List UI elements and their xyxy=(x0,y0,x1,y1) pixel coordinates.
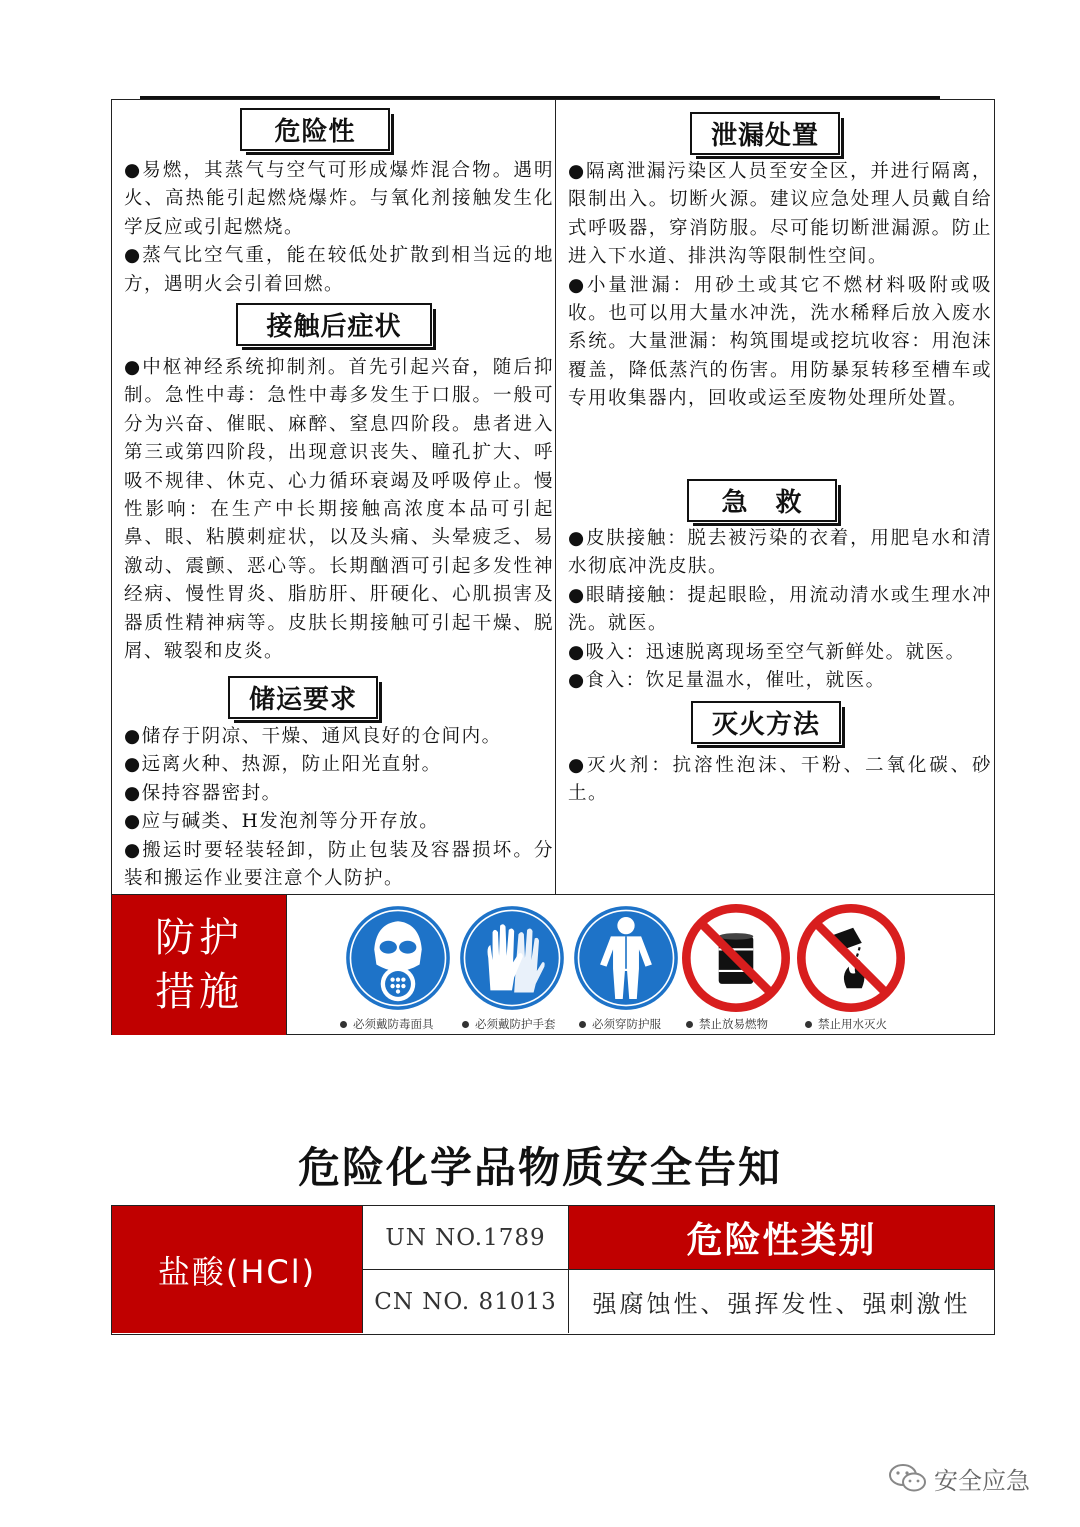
safety-card xyxy=(111,99,995,1035)
protective-suit-icon xyxy=(572,904,680,1012)
bullet-icon xyxy=(340,1021,347,1028)
leak-text xyxy=(568,158,992,414)
bullet-icon xyxy=(462,1021,469,1028)
firstaid-line: ●食入：饮足量温水，催吐，就医。 xyxy=(568,670,886,692)
substance-name: 盐酸(HCl) xyxy=(112,1206,363,1333)
storage-line: ●搬运时要轻装轻卸，防止包装及容器损坏。分装和搬运作业要注意个人防护。 xyxy=(124,839,554,890)
firstaid-title: 急 救 xyxy=(687,479,837,522)
no-water-extinguish-icon xyxy=(797,904,905,1012)
right-column xyxy=(557,100,994,894)
storage-title: 储运要求 xyxy=(228,676,378,719)
icon-caption: 禁止用水灭火 xyxy=(805,1016,887,1032)
left-column xyxy=(112,100,556,894)
firstaid-line: ●眼睛接触：提起眼睑，用流动清水或生理水冲洗。就医。 xyxy=(568,584,992,635)
storage-text xyxy=(124,723,554,893)
watermark-text: 安全应急 xyxy=(934,1466,1030,1495)
icon-caption: 必须戴防毒面具 xyxy=(340,1016,434,1032)
leak-line: ●小量泄漏：用砂土或其它不燃材料吸附或吸收。也可以用大量水冲洗，洗水稀释后放入废水系统。大量泄漏：构筑围堤或挖坑收容：用泡沫覆盖，降低蒸汽的伤害。用防暴泵转移至槽车或专用收集器内，回收或运至废物处理所处置。 xyxy=(568,274,992,410)
watermark xyxy=(888,1458,1030,1498)
hazard-line: ●易燃，其蒸气与空气可形成爆炸混合物。遇明火、高热能引起燃烧爆炸。与氧化剂接触发生化学反应或引起燃烧。 xyxy=(124,160,554,238)
storage-line: ●应与碱类、H发泡剂等分开存放。 xyxy=(124,811,440,833)
bullet-icon xyxy=(805,1021,812,1028)
un-number: UN NO.1789 xyxy=(363,1206,569,1270)
no-flammables-icon xyxy=(682,904,790,1012)
protection-label-line2: 措施 xyxy=(155,969,243,1015)
fire-text xyxy=(568,752,992,809)
symptoms-line: ●中枢神经系统抑制剂。首先引起兴奋，随后抑制。急性中毒：急性中毒多发生于口服。一般可分为兴奋、催眠、麻醉、窒息四阶段。患者进入第三或第四阶段，出现意识丧失、瞳孔扩大、呼吸不规律、休克、心力循环衰竭及呼吸停止。慢性影响：在生产中长期接触高浓度本品可引起鼻、眼、粘膜刺症状，以及头痛、头晕疲乏、易激动、震颤、恶心等。长期酗酒可引起多发性神经病、慢性胃炎、脂肪肝、肝硬化、心肌损害及器质性精神病等。皮肤长期接触可引起干燥、脱屑、皲裂和皮炎。 xyxy=(124,357,554,663)
storage-line: ●保持容器密封。 xyxy=(124,782,282,804)
firstaid-text xyxy=(568,525,992,695)
wechat-icon xyxy=(888,1462,928,1494)
gas-mask-icon xyxy=(344,904,452,1012)
protection-label xyxy=(112,895,287,1035)
firstaid-line: ●吸入：迅速脱离现场至空气新鲜处。就医。 xyxy=(568,641,966,663)
hazard-text xyxy=(124,157,554,299)
icon-caption: 禁止放易燃物 xyxy=(686,1016,768,1032)
icon-caption: 必须戴防护手套 xyxy=(462,1016,556,1032)
hazard-line: ●蒸气比空气重，能在较低处扩散到相当远的地方，遇明火会引着回燃。 xyxy=(124,245,554,295)
icon-caption: 必须穿防护服 xyxy=(579,1016,661,1032)
protection-row xyxy=(112,894,994,1034)
hazard-title: 危险性 xyxy=(240,108,390,151)
document-title: 危险化学品物质安全告知 xyxy=(297,1143,782,1192)
protection-label-line1: 防护 xyxy=(155,915,243,961)
hazard-category-header: 危险性类别 xyxy=(569,1206,994,1270)
firstaid-line: ●皮肤接触：脱去被污染的衣着，用肥皂水和清水彻底冲洗皮肤。 xyxy=(568,528,992,578)
leak-title: 泄漏处置 xyxy=(690,112,840,155)
fire-line: ●灭火剂：抗溶性泡沫、干粉、二氧化碳、砂土。 xyxy=(568,755,992,805)
bullet-icon xyxy=(686,1021,693,1028)
symptoms-title: 接触后症状 xyxy=(236,303,432,346)
substance-info-table xyxy=(111,1205,995,1335)
symptoms-text xyxy=(124,354,554,666)
bullet-icon xyxy=(579,1021,586,1028)
fire-title: 灭火方法 xyxy=(691,701,841,744)
gloves-icon xyxy=(458,904,566,1012)
storage-line: ●远离火种、热源，防止阳光直射。 xyxy=(124,754,442,776)
storage-line: ●储存于阴凉、干燥、通风良好的仓间内。 xyxy=(124,726,502,747)
leak-line: ●隔离泄漏污染区人员至安全区，并进行隔离，限制出入。切断火源。建议应急处理人员戴自给式呼吸器，穿消防服。尽可能切断泄漏源。防止进入下水道、排洪沟等限制性空间。 xyxy=(568,161,992,268)
hazard-category-value: 强腐蚀性、强挥发性、强刺激性 xyxy=(592,1290,971,1318)
cn-number: CN NO. 81013 xyxy=(363,1270,569,1333)
